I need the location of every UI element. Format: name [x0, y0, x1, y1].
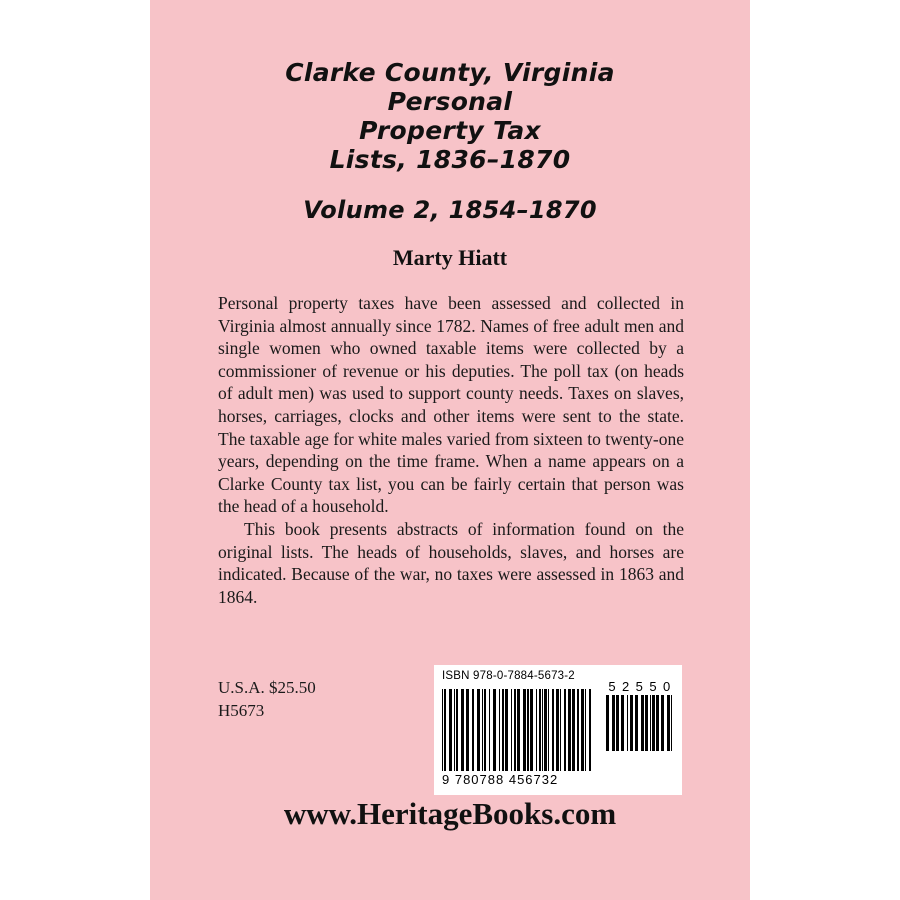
- barcode-bar: [556, 689, 559, 771]
- barcode-bar: [511, 689, 512, 771]
- barcode-bar: [449, 689, 452, 771]
- barcode-bar: [514, 689, 516, 771]
- barcode-bar: [548, 689, 549, 771]
- price-block: [218, 676, 316, 722]
- description-paragraph-1: Personal property taxes have been assessed and collected in Virginia almost annually since 1782. Names of free adult men and single women who owned taxable items were collected by a commissioner of revenue or his deputies. The poll tax (on heads of adult men) was used to support county needs. Taxes on slaves, horses, carriages, clocks and other items were sent to the state. The taxable age for white males varied from sixteen to twenty-one years, depending on the time frame. When a name appears on a Clarke County tax list, you can be fairly certain that person was the head of a household.: [218, 293, 684, 517]
- barcode-bar: [466, 689, 469, 771]
- barcode-bar: [536, 689, 537, 771]
- barcode-bar: [621, 695, 624, 751]
- barcode-bar: [477, 689, 480, 771]
- barcode-bar: [530, 689, 533, 771]
- title-block: [150, 58, 750, 225]
- barcode-bar: [645, 695, 648, 751]
- title-line-2: Personal: [387, 87, 513, 116]
- barcode-bar: [560, 689, 561, 771]
- barcode-addon-digits: 5 2 5 5 0: [608, 679, 672, 694]
- barcode-bar: [616, 695, 619, 751]
- description-text: [218, 292, 684, 608]
- barcode-bar: [585, 689, 586, 771]
- title-line-4: Lists, 1836–1870: [329, 145, 571, 174]
- barcode-bar: [482, 689, 483, 771]
- barcode-bar: [527, 689, 529, 771]
- publisher-website: www.HeritageBooks.com: [283, 796, 617, 831]
- title-line-1: Clarke County, Virginia: [285, 58, 615, 87]
- barcode-bar: [472, 689, 474, 771]
- barcode-bar: [564, 689, 566, 771]
- barcode-addon-bars: [606, 695, 674, 751]
- barcode-area: [434, 665, 682, 795]
- barcode-bar: [577, 689, 579, 771]
- barcode-bar: [635, 695, 638, 751]
- barcode-bar: [656, 695, 659, 751]
- barcode-bar: [517, 689, 520, 771]
- barcode-bar: [544, 689, 547, 771]
- barcode-bar: [589, 689, 591, 771]
- barcode-bar: [581, 689, 584, 771]
- barcode-ean-digits: 9 780788 456732: [442, 772, 559, 787]
- barcode-bar: [641, 695, 644, 751]
- barcode-bar: [505, 689, 508, 771]
- barcode-ean-bars: [442, 689, 594, 771]
- barcode-bar: [568, 689, 571, 771]
- barcode-bar: [489, 689, 490, 771]
- barcode-bar: [444, 689, 446, 771]
- barcode-bar: [667, 695, 670, 751]
- barcode-bar: [572, 689, 575, 771]
- author-name: Marty Hiatt: [392, 245, 508, 270]
- barcode-bar: [442, 689, 443, 771]
- barcode-bar: [493, 689, 496, 771]
- book-back-cover: [150, 0, 750, 900]
- barcode-bar: [630, 695, 633, 751]
- barcode-bar: [652, 695, 655, 751]
- barcode-bar: [650, 695, 651, 751]
- barcode-bar: [552, 689, 554, 771]
- barcode-bar: [461, 689, 464, 771]
- isbn-label: ISBN 978-0-7884-5673-2: [442, 670, 575, 682]
- barcode-bar: [523, 689, 526, 771]
- barcode-bar: [661, 695, 664, 751]
- barcode-bar: [542, 689, 543, 771]
- barcode-bar: [612, 695, 615, 751]
- barcode-bar: [539, 689, 541, 771]
- barcode-bar: [484, 689, 486, 771]
- barcode-bar: [454, 689, 455, 771]
- volume-line: Volume 2, 1854–1870: [303, 196, 597, 224]
- barcode-bar: [627, 695, 628, 751]
- barcode-bar: [456, 689, 458, 771]
- price-text: U.S.A. $25.50: [218, 678, 316, 697]
- barcode-bar: [606, 695, 609, 751]
- barcode-bar: [499, 689, 500, 771]
- barcode-bar: [502, 689, 504, 771]
- description-paragraph-2: This book presents abstracts of information found on the original lists. The heads of households, slaves, and horses are indicated. Because of the war, no taxes were assessed in 1863 and 1864.: [218, 518, 684, 607]
- title-line-3: Property Tax: [359, 116, 541, 145]
- item-code-text: H5673: [218, 701, 265, 720]
- barcode-bar: [671, 695, 672, 751]
